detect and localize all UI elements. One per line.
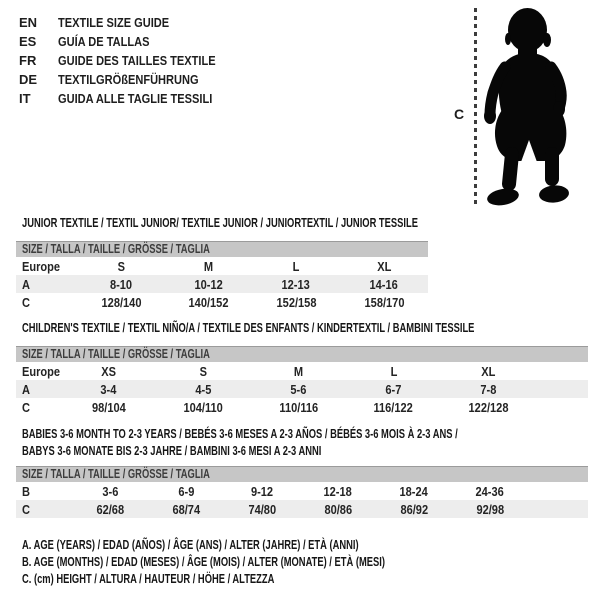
cell [252, 257, 340, 275]
cell-value: 122/128 [468, 399, 509, 415]
language-title: TEXTILGRÖßENFÜHRUNG [58, 72, 199, 87]
cell [78, 257, 165, 275]
cell [224, 482, 300, 500]
row-label: Europe [22, 363, 61, 379]
cell [156, 380, 251, 398]
language-code: IT [19, 91, 31, 106]
cell [16, 482, 72, 500]
size-header-text: SIZE / TALLA / TAILLE / GRÖSSE / TAGLIA [22, 346, 210, 361]
spacer-cell [536, 398, 588, 416]
table-row-age [16, 380, 588, 398]
cell [340, 293, 428, 311]
size-grid [16, 362, 588, 416]
junior-size-table [16, 217, 428, 311]
legend-line-c [22, 570, 526, 587]
cell-value: 116/122 [373, 399, 414, 415]
cell [78, 293, 165, 311]
cell [16, 362, 61, 380]
row-label: A [22, 276, 30, 292]
legend-text: A. AGE (YEARS) / EDAD (AÑOS) / ÂGE (ANS) / ALTER (JAHRE) / ETÀ (ANNI) [22, 537, 359, 552]
cell-value: XL [481, 363, 496, 379]
size-header-bar [16, 241, 428, 257]
cell [441, 362, 536, 380]
spacer-cell [536, 362, 588, 380]
cell-value: 140/152 [188, 294, 229, 310]
language-list [19, 13, 243, 108]
cell [16, 293, 78, 311]
cell [300, 482, 376, 500]
cell-value: 12-13 [281, 276, 311, 292]
language-row-en [19, 13, 243, 32]
height-letter-label: C [454, 106, 465, 122]
table-title-text: CHILDREN'S TEXTILE / TEXTIL NIÑO/A / TEXTILE DES ENFANTS / KINDERTEXTIL / BAMBINI TESSILE [22, 320, 475, 335]
cell-value: 4-5 [195, 381, 212, 397]
cell [72, 500, 148, 518]
cell-value: 3-6 [102, 483, 118, 499]
row-label: C [22, 294, 30, 310]
cell [340, 275, 428, 293]
cell [346, 362, 441, 380]
cell-value: XS [101, 363, 116, 379]
size-header-text: SIZE / TALLA / TAILLE / GRÖSSE / TAGLIA [22, 466, 210, 481]
legend-text: C. (cm) HEIGHT / ALTURA / HAUTEUR / HÖHE / ALTEZZA [22, 571, 275, 586]
cell-value: 80/86 [324, 501, 352, 517]
cell [148, 482, 224, 500]
cell-value: 7-8 [480, 381, 497, 397]
cell [300, 500, 376, 518]
cell [452, 482, 528, 500]
row-label: B [22, 483, 30, 499]
cell-value: 74/80 [248, 501, 276, 517]
language-row-it [19, 89, 243, 108]
cell-value: 10-12 [194, 276, 223, 292]
cell-value: 62/68 [96, 501, 124, 517]
cell [78, 275, 165, 293]
cell-value: 24-36 [475, 483, 505, 499]
cell-value: 86/92 [400, 501, 428, 517]
cell [16, 380, 61, 398]
children-size-table [16, 322, 588, 416]
table-row-age [16, 275, 428, 293]
cell-value: XL [376, 258, 392, 274]
legend [22, 536, 526, 587]
cell [252, 275, 340, 293]
cell [224, 500, 300, 518]
cell [165, 257, 252, 275]
cell [16, 257, 78, 275]
cell-value: 12-18 [323, 483, 353, 499]
size-header-text: SIZE / TALLA / TAILLE / GRÖSSE / TAGLIA [22, 241, 210, 256]
cell-value: 3-4 [100, 381, 117, 397]
table-row-europe [16, 362, 588, 380]
cell-value: 68/74 [172, 501, 200, 517]
cell-value: 92/98 [476, 501, 504, 517]
cell-value: 152/158 [276, 294, 316, 310]
row-label: C [22, 399, 30, 415]
cell [165, 293, 252, 311]
cell-value: 128/140 [101, 294, 142, 310]
cell [251, 362, 346, 380]
legend-line-b [22, 553, 526, 570]
cell [346, 380, 441, 398]
cell [61, 380, 156, 398]
cell [16, 398, 61, 416]
cell [156, 362, 251, 380]
cell-value: L [292, 258, 300, 274]
cell-value: S [199, 363, 208, 379]
cell [148, 500, 224, 518]
table-row-height [16, 293, 428, 311]
cell-value: M [293, 363, 304, 379]
language-row-es [19, 32, 243, 51]
language-row-de [19, 70, 243, 89]
cell-value: L [390, 363, 397, 379]
cell-value: 18-24 [399, 483, 429, 499]
babies-size-table [16, 425, 588, 518]
table-title-text: BABYS 3-6 MONATE BIS 2-3 JAHRE / BAMBINI 3-6 MESI A 2-3 ANNI [22, 443, 322, 458]
table-title [22, 217, 428, 229]
spacer-cell [528, 500, 588, 518]
cell-value: 158/170 [364, 294, 404, 310]
cell-value: M [203, 258, 214, 274]
cell [16, 275, 78, 293]
size-grid [16, 482, 588, 518]
size-grid [16, 257, 428, 311]
cell-value: 6-9 [178, 483, 194, 499]
legend-text: B. AGE (MONTHS) / EDAD (MESES) / ÂGE (MOIS) / ALTER (MONATE) / ETÀ (MESI) [22, 554, 385, 569]
cell [346, 398, 441, 416]
language-title: TEXTILE SIZE GUIDE [58, 15, 170, 30]
table-title [22, 322, 588, 334]
cell [441, 380, 536, 398]
toddler-silhouette-icon [482, 4, 582, 209]
cell-value: S [117, 258, 126, 274]
table-row-height [16, 398, 588, 416]
cell-value: 110/116 [279, 399, 318, 415]
toddler-silhouette-shape [484, 8, 570, 208]
cell-value: 104/110 [183, 399, 224, 415]
height-dashed-line [474, 8, 477, 206]
language-code: DE [19, 72, 38, 87]
cell [251, 380, 346, 398]
language-title: GUÍA DE TALLAS [58, 34, 150, 49]
language-row-fr [19, 51, 243, 70]
row-label: A [22, 381, 30, 397]
cell [72, 482, 148, 500]
table-row-height [16, 500, 588, 518]
cell [252, 293, 340, 311]
table-title [22, 425, 588, 459]
table-row-europe [16, 257, 428, 275]
cell-value: 9-12 [250, 483, 274, 499]
cell-value: 6-7 [385, 381, 402, 397]
cell [441, 398, 536, 416]
spacer-cell [536, 380, 588, 398]
cell [165, 275, 252, 293]
legend-line-a [22, 536, 526, 553]
table-title-text: JUNIOR TEXTILE / TEXTIL JUNIOR/ TEXTILE JUNIOR / JUNIORTEXTIL / JUNIOR TESSILE [22, 215, 418, 230]
row-label: C [22, 501, 30, 517]
cell [340, 257, 428, 275]
row-label: Europe [22, 258, 61, 274]
cell [251, 398, 346, 416]
cell [61, 398, 156, 416]
cell [376, 500, 452, 518]
language-code: ES [19, 34, 37, 49]
cell [156, 398, 251, 416]
language-code: FR [19, 53, 37, 68]
language-title: GUIDA ALLE TAGLIE TESSILI [58, 91, 213, 106]
cell [452, 500, 528, 518]
language-code: EN [19, 15, 38, 30]
cell [376, 482, 452, 500]
cell [16, 500, 72, 518]
cell-value: 5-6 [290, 381, 307, 397]
spacer-cell [528, 482, 588, 500]
cell-value: 98/104 [91, 399, 126, 415]
size-header-bar [16, 466, 588, 482]
cell-value: 14-16 [369, 276, 399, 292]
cell [61, 362, 156, 380]
language-title: GUIDE DES TAILLES TEXTILE [58, 53, 216, 68]
table-row-age-months [16, 482, 588, 500]
size-header-bar [16, 346, 588, 362]
table-title-text: BABIES 3-6 MONTH TO 2-3 YEARS / BEBÉS 3-6 MESES A 2-3 AÑOS / BÉBÉS 3-6 MOIS À 2-3 ANS / [22, 426, 458, 441]
cell-value: 8-10 [110, 276, 133, 292]
